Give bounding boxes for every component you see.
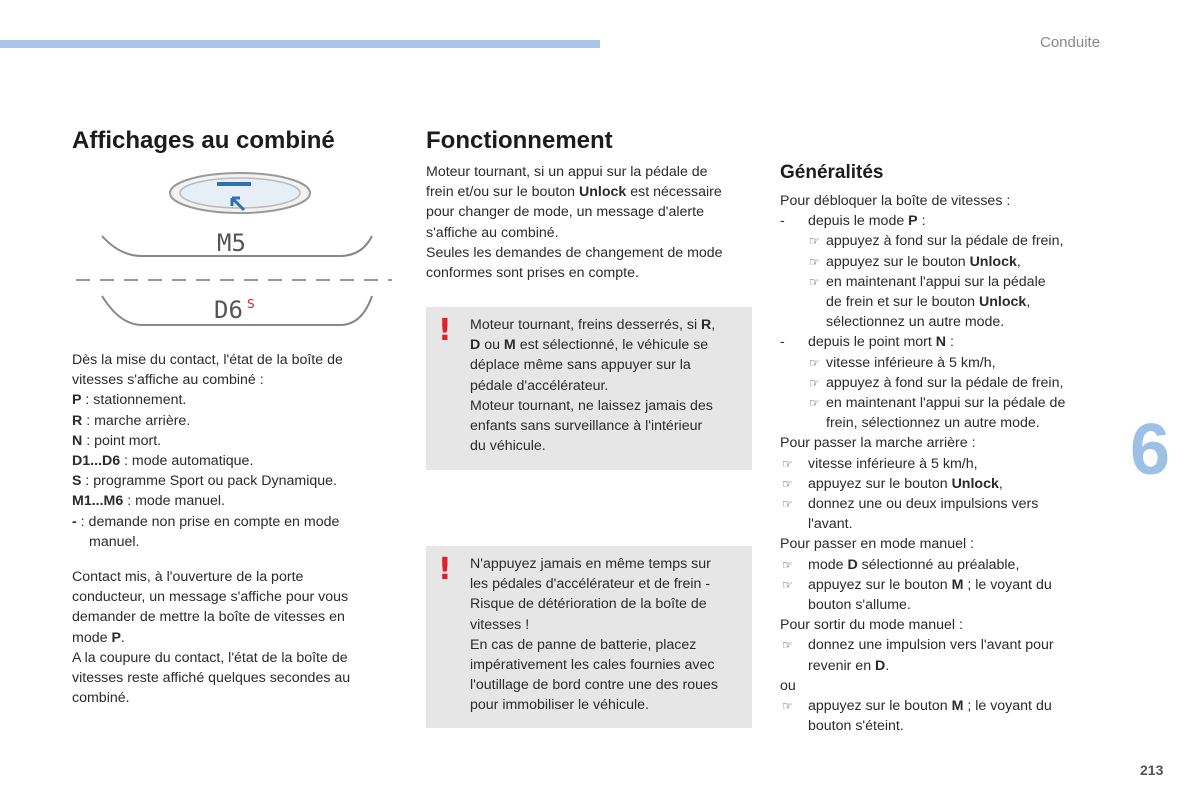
pointer-icon: ☞ — [809, 396, 820, 411]
left-title: Affichages au combiné — [72, 127, 335, 154]
warning-icon: ! — [438, 552, 452, 587]
warning-box-2 — [426, 546, 752, 728]
pointer-icon: ☞ — [782, 456, 793, 471]
pointer-icon: ☞ — [782, 577, 793, 592]
pointer-icon: ☞ — [782, 557, 793, 572]
middle-intro: Moteur tournant, si un appui sur la pédale de frein et/ou sur le bouton Unlock est nécessaire pour changer de mode, un message d'alerte s'affiche au combiné. Seules les demandes de changement de mode conformes sont prises en compte. — [426, 164, 723, 282]
display-lower: D6 — [214, 296, 243, 324]
right-title: Généralités — [780, 162, 884, 183]
pointer-icon: ☞ — [809, 355, 820, 370]
right-body: Pour débloquer la boîte de vitesses : - depuis le mode P : ☞ appuyez à fond sur la pédale de frein, ☞ appuyez sur le bouton Unlock, ☞ en maintenant l'appui sur la pédale de frein et sur le bouton Unlock, sélectionnez un autre mode. - depuis le point mort N : ☞ vitesse inférieure à 5 km/h, ☞ appuyez à fond sur la pédale de frein, ☞ en maintenant l'appui sur la pédale de frein, sélectionnez un autre mode. Pour passer la marche arrière : ☞ vitesse inférieure à 5 km/h, ☞ appuyez sur le bouton Unlock, ☞ donnez une ou deux impulsions vers l'avant. Pour passer en mode manuel : ☞ mode D sélectionné au préalable, ☞ appuyez sur le bouton M ; le voyant du bouton s'allume. Pour sortir du mode manuel : ☞ donnez une impulsion vers l'avant pour revenir en D. ou ☞ appuyez sur le bouton M ; le voyant du bouton s'éteint. — [780, 193, 1066, 735]
page-number: 213 — [1140, 762, 1164, 778]
pointer-icon: ☞ — [809, 254, 820, 269]
section-label: Conduite — [1040, 34, 1101, 51]
pointer-icon: ☞ — [782, 476, 793, 491]
pointer-icon: ☞ — [809, 375, 820, 390]
warning-icon: ! — [438, 313, 452, 348]
pointer-icon: ☞ — [782, 497, 793, 512]
pointer-icon: ☞ — [809, 274, 820, 289]
middle-title: Fonctionnement — [426, 127, 613, 154]
display-lower-sup: S — [247, 297, 255, 311]
warning-box-1 — [426, 307, 752, 470]
chapter-number: 6 — [1130, 410, 1171, 490]
warning-text-1: Moteur tournant, freins desserrés, si R, D ou M est sélectionné, le véhicule se déplace même sans appuyer sur la pédale d'accélérateur. Moteur tournant, ne laissez jamais des enfants sans surveillance à l'intérieur du véhicule. — [470, 317, 716, 455]
pointer-icon: ☞ — [809, 234, 820, 249]
header-accent-bar — [0, 40, 600, 48]
pointer-icon: ☞ — [782, 638, 793, 653]
left-body: Dès la mise du contact, l'état de la boîte de vitesses s'affiche au combiné : P : stationnement. R : marche arrière. N : point mort. D1...D6 : mode automatique. S : programme Sport ou pack Dynamique. M1...M6 : mode manuel. - : demande non prise en compte en mode manuel. Contact mis, à l'ouverture de la porte conducteur, un message s'affiche pour vous demander de mettre la boîte de vitesses en mode P. A la coupure du contact, l'état de la boîte de vitesses reste affiché quelques secondes au combiné. — [72, 352, 351, 707]
instrument-cluster-illustration — [72, 168, 402, 338]
warning-text-2: N'appuyez jamais en même temps sur les pédales d'accélérateur et de frein - Risque de détérioration de la boîte de vitesses ! En cas de panne de batterie, placez impérativement les cales fournies avec l'outillage de bord contre une des roues pour immobiliser le véhicule. — [470, 556, 719, 714]
pointer-icon: ☞ — [782, 699, 793, 714]
display-upper: M5 — [217, 229, 246, 257]
